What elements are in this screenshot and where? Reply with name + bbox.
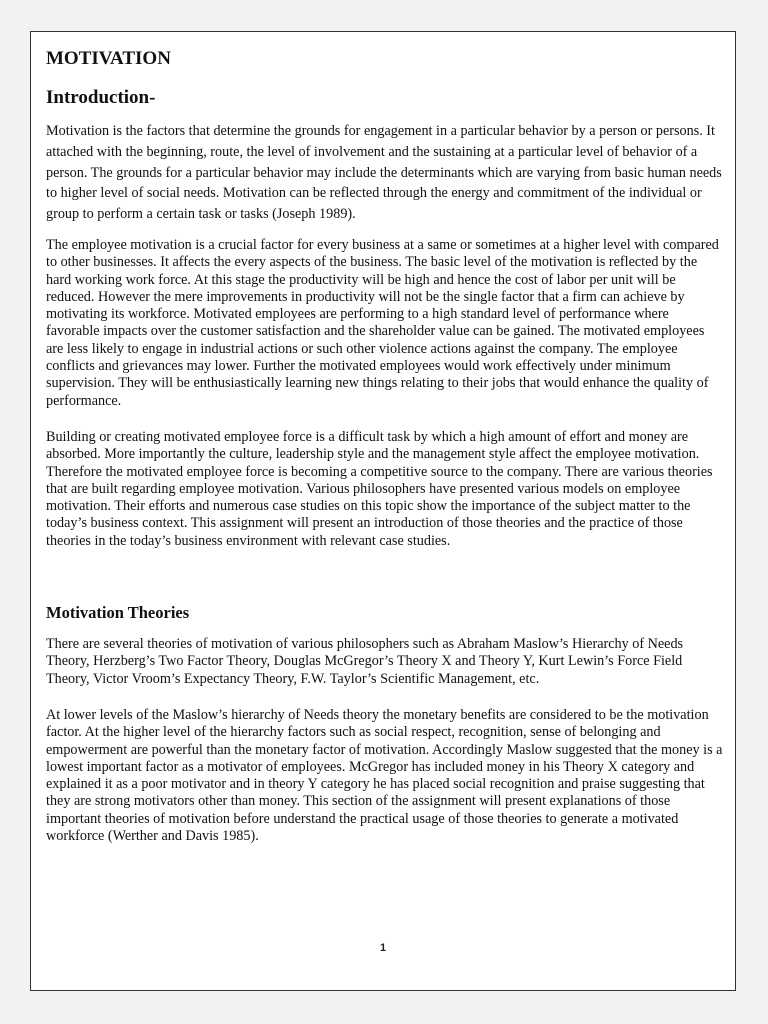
motivation-theories-heading: Motivation Theories	[46, 603, 190, 623]
intro-paragraph-1: Motivation is the factors that determine the grounds for engagement in a particular behavior by a person or persons. It attached with the beginning, route, the level of involvement and the sustaining at a particular level of behavior of a person. The grounds for a particular behavior may include the determinants which are varying from basic human needs to higher level of social needs. Motivation can be reflected through the energy and commitment of the individual or group to perform a certain task or tasks (Joseph 1989).	[46, 123, 722, 223]
page-content	[46, 46, 724, 845]
theories-paragraph-2: At lower levels of the Maslow’s hierarchy of Needs theory the monetary benefits are considered to be the motivation factor. At the higher level of the hierarchy factors such as social respect, recognition, sense of belonging and empowerment are powerful than the monetary factor of motivation. Accordingly Maslow suggested that the money is a lowest important factor as a motivator of employees. McGregor has included money in his Theory X category and explained it as a poor motivator and in theory Y category he has placed social recognition and praise suggesting that they are strong motivators other than money. This section of the assignment will present explanations of those important theories of motivation before understand the practical usage of those theories to generate a motivated workforce (Werther and Davis 1985).	[46, 706, 723, 844]
document-title: MOTIVATION	[46, 48, 171, 69]
intro-paragraph-2: The employee motivation is a crucial factor for every business at a same or sometimes at a higher level with compared to other businesses. It affects the every aspects of the business. The basic level of the motivation is reflected by the hard working work force. At this stage the productivity will be high and hence the cost of labor per unit will be reduced. However the mere improvements in productivity will not be the single factor that a firm can achieve by motivating its workforce. Motivated employees are performing to a high standard level of performance where favorable impacts over the customer satisfaction and the shareholder value can be gained. The motivated employees are less likely to engage in industrial actions or such other violence actions against the company. The employee conflicts and grievances may lower. Further the motivated employees would work effectively under minimum supervision. They will be enthusiastically learning new things relating to their jobs that would enhance the quality of performance.	[46, 236, 719, 409]
intro-paragraph-3: Building or creating motivated employee force is a difficult task by which a high amount of effort and money are absorbed. More importantly the culture, leadership style and the management style affect the employee motivation. Therefore the motivated employee force is becoming a competitive source to the company. There are various theories that are built regarding employee motivation. Various philosophers have presented various models on employee motivation. Their efforts and numerous case studies on this topic show the importance of the subject matter to the today’s business context. This assignment will present an introduction of those theories and the practice of those theories in the today’s business environment with relevant case studies.	[46, 428, 713, 549]
document-page	[30, 31, 736, 991]
theories-paragraph-1: There are several theories of motivation of various philosophers such as Abraham Maslow’s Hierarchy of Needs Theory, Herzberg’s Two Factor Theory, Douglas McGregor’s Theory X and Theory Y, Kurt Lewin’s Force Field Theory, Victor Vroom’s Expectancy Theory, F.W. Taylor’s Scientific Management, etc.	[46, 636, 684, 687]
introduction-heading: Introduction-	[46, 87, 156, 108]
page-number: 1	[379, 942, 387, 954]
